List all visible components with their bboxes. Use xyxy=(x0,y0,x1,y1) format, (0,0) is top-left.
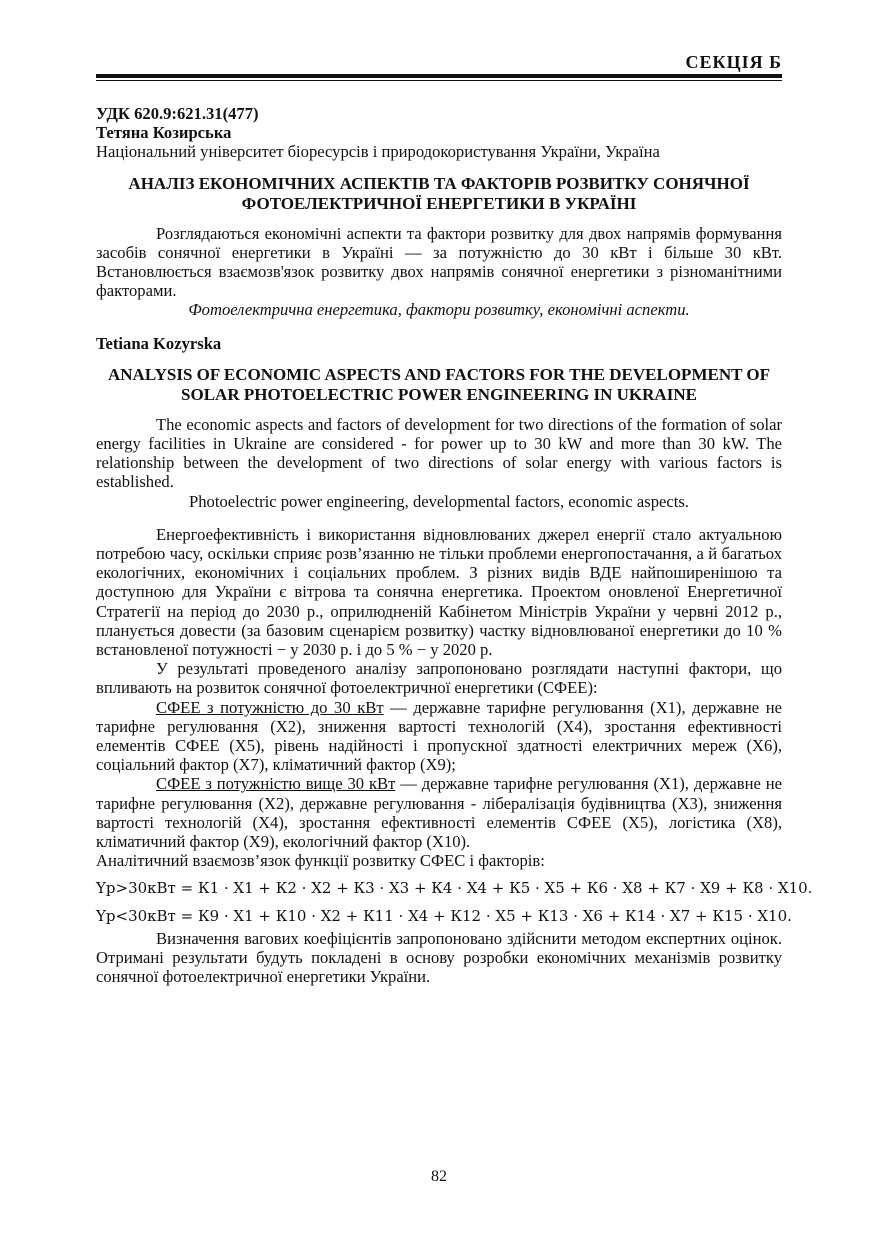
abstract-ua: Розглядаються економічні аспекти та фактори розвитку для двох напрямів формування засобів сонячної енергетики в Україні — за потужністю до 30 кВт і більше 30 кВт. Встановлюється взаємозв'язок розвитку двох напрямів сонячної енергетики з різноманітними факторами. xyxy=(96,223,782,301)
article-content xyxy=(96,104,813,986)
factors-under-30kw-lead: СФЕЕ з потужністю до 30 кВт xyxy=(156,697,384,717)
formula-over-30kw: Yр>30кВт = К1 · X1 + К2 · X2 + К3 · X3 + К4 · X4 + К5 · X5 + К6 · X8 + К7 · X9 + К8 · X10. xyxy=(96,878,813,897)
factors-over-30kw-text: — державне тарифне регулювання (X1), державне не тарифне регулювання (X2), державне регулювання - лібералізація будівництва (X3), зниження вартості технологій (X4), зростання ефективності елементів СФЕЕ (X5), логістика (X8), кліматичний фактор (X9), екологічний фактор (X10). xyxy=(96,774,782,852)
body-paragraph-6: Визначення вагових коефіцієнтів запропоновано здійснити методом експертних оцінок. Отримані результати будуть покладені в основу розробки економічних механізмів розвитку сонячної фотоелектричної енергетики України. xyxy=(96,928,782,986)
author-ua: Тетяна Козирська xyxy=(96,123,232,143)
keywords-ua: Фотоелектрична енергетика, фактори розвитку, економічні аспекти. xyxy=(188,300,690,320)
title-en: ANALYSIS OF ECONOMIC ASPECTS AND FACTORS FOR THE DEVELOPMENT OF SOLAR PHOTOELECTRIC POWER ENGINEERING IN UKRAINE xyxy=(107,364,770,404)
title-ua: АНАЛІЗ ЕКОНОМІЧНИХ АСПЕКТІВ ТА ФАКТОРІВ РОЗВИТКУ СОНЯЧНОЇ ФОТОЕЛЕКТРИЧНОЇ ЕНЕРГЕТИКИ В УКРАЇНІ xyxy=(128,173,750,213)
body-paragraph-3 xyxy=(96,698,782,775)
body-paragraph-4 xyxy=(96,774,782,851)
affiliation-ua: Національний університет біоресурсів і природокористування України, Україна xyxy=(96,142,660,162)
header-rule-thick xyxy=(96,74,782,78)
header-rule-thin xyxy=(96,80,782,81)
formula-under-30kw: Yр<30кВт = К9 · X1 + К10 · X2 + К11 · X4 + К12 · X5 + К13 · X6 + К14 · X7 + К15 · X10. xyxy=(96,906,792,925)
section-header: СЕКЦІЯ Б xyxy=(685,52,782,72)
body-paragraph-5: Аналітичний взаємозв’язок функції розвитку СФЕС і факторів: xyxy=(96,851,545,871)
page-number: 82 xyxy=(431,1168,447,1185)
body-paragraph-1: Енергоефективність і використання відновлюваних джерел енергії стало актуальною потребою часу, оскільки сприяє розв’язанню не тільки проблеми енергопостачання, а й багатьох екологічних, економічних і соціальних проблем. З різних видів ВДЕ найпоширенішою та доступною для України є вітрова та сонячна енергетика. Проектом оновленої Енергетичної Стратегії на період до 2030 р., оприлюдненій Кабінетом Міністрів України у червні 2012 р., планується довести (за базовим сценарієм розвитку) частку відновлюваної енергетики до 10 % встановленої потужності − у 2030 р. і до 5 % − у 2020 р. xyxy=(96,524,782,660)
keywords-en: Photoelectric power engineering, developmental factors, economic aspects. xyxy=(189,491,689,511)
abstract-en: The economic aspects and factors of development for two directions of the formation of solar energy facilities in Ukraine are considered - for power up to 30 kW and more than 30 kW. The relationship between the development of two directions of solar energy with various factors is established. xyxy=(96,414,782,492)
factors-under-30kw-text: — державне тарифне регулювання (X1), державне не тарифне регулювання (X2), зниження вартості технологій (X4), зростання ефективності елементів СФЕЕ (X5), рівень надійності і пропускної здатності електричних мереж (X6), соціальний фактор (X7), кліматичний фактор (X9); xyxy=(96,697,782,775)
udc-code: УДК 620.9:621.31(477) xyxy=(96,104,259,123)
factors-over-30kw-lead: СФЕЕ з потужністю вище 30 кВт xyxy=(156,774,396,794)
author-en: Tetiana Kozyrska xyxy=(96,333,222,353)
body-paragraph-2: У результаті проведеного аналізу запропоновано розглядати наступні фактори, що впливають на розвиток сонячної фотоелектричної енергетики (СФЕЕ): xyxy=(96,659,782,698)
